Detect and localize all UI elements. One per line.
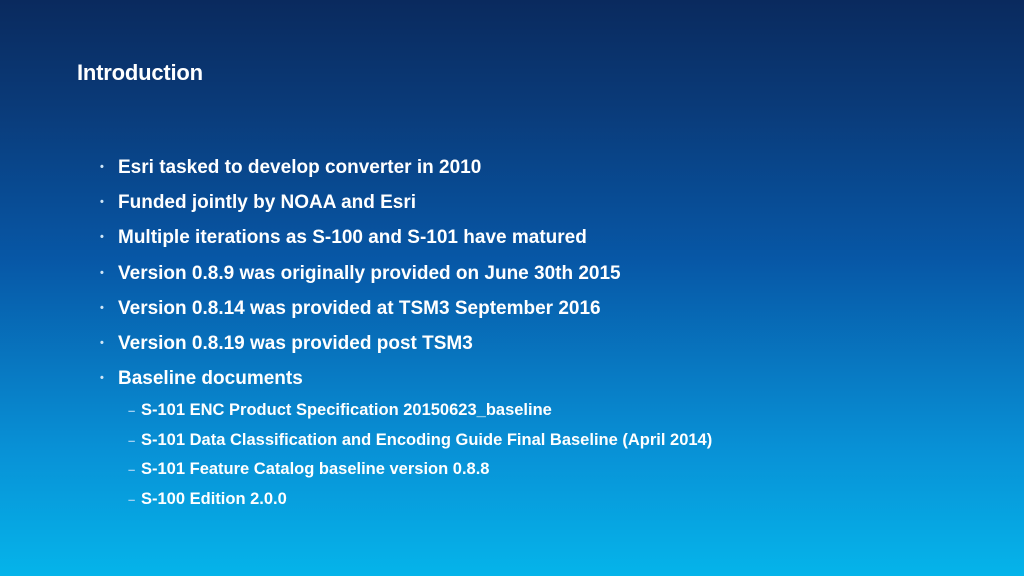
bullet-item (100, 220, 1000, 255)
sub-bullet-item (128, 426, 1000, 456)
bullet-icon: • (100, 161, 104, 173)
bullet-text: Version 0.8.9 was originally provided on June 30th 2015 (118, 262, 621, 284)
bullet-text: Esri tasked to develop converter in 2010 (118, 157, 482, 178)
slide-title: Introduction (77, 60, 203, 85)
bullet-item (100, 291, 1000, 326)
bullet-text: Baseline documents (118, 368, 303, 390)
bullet-list (100, 150, 1000, 514)
sub-bullet-text: S-101 ENC Product Specification 20150623_baseline (141, 401, 552, 420)
dash-icon: – (128, 491, 136, 507)
bullet-item (100, 361, 1000, 396)
sub-bullet-item (128, 455, 1000, 485)
bullet-item (100, 150, 1000, 185)
bullet-icon: • (100, 231, 104, 244)
bullet-icon: • (100, 266, 104, 279)
sub-bullet-text: S-100 Edition 2.0.0 (141, 489, 287, 508)
sub-bullet-text: S-101 Data Classification and Encoding Guide Final Baseline (April 2014) (141, 430, 713, 449)
bullet-item (100, 256, 1000, 291)
bullet-text: Version 0.8.14 was provided at TSM3 September 2016 (118, 297, 601, 319)
bullet-icon: • (100, 196, 104, 209)
dash-icon: – (128, 432, 136, 448)
bullet-text: Funded jointly by NOAA and Esri (118, 192, 417, 214)
sub-bullet-list (100, 396, 1000, 514)
bullet-item (100, 185, 1000, 220)
bullet-item (100, 326, 1000, 361)
dash-icon: – (128, 403, 136, 419)
sub-bullet-item (128, 485, 1000, 515)
bullet-text: Version 0.8.19 was provided post TSM3 (118, 332, 473, 354)
bullet-icon: • (100, 301, 104, 314)
sub-bullet-text: S-101 Feature Catalog baseline version 0.8.8 (141, 460, 490, 479)
bullet-icon: • (100, 336, 104, 349)
dash-icon: – (128, 462, 136, 478)
sub-bullet-item (128, 396, 1000, 426)
bullet-icon: • (100, 372, 104, 385)
bullet-text: Multiple iterations as S-100 and S-101 have matured (118, 227, 587, 249)
